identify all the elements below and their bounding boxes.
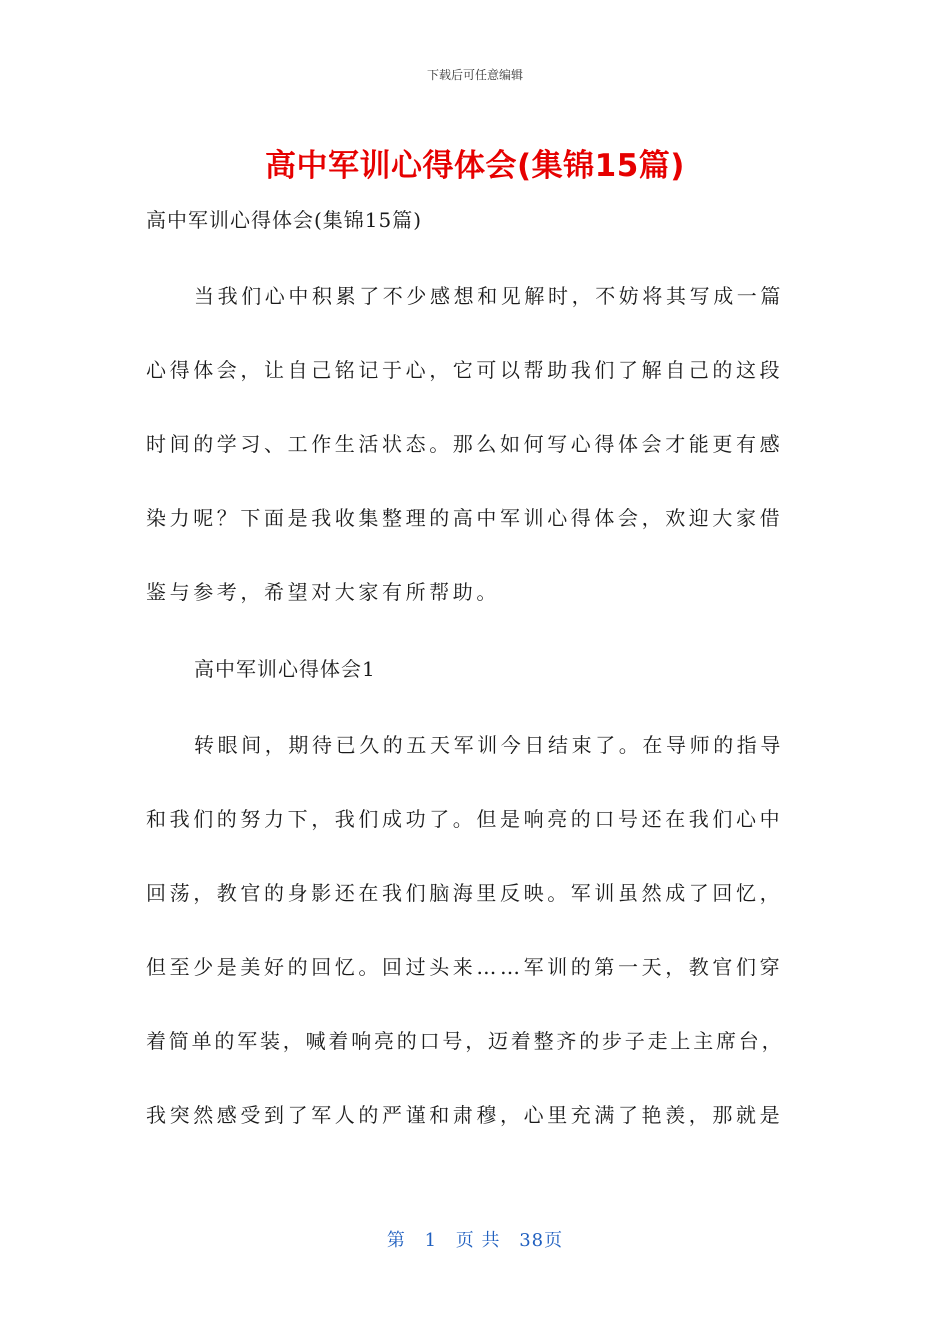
text-line: 我突然感受到了军人的严谨和肃穆，心里充满了艳羡，那就是 (146, 1103, 784, 1127)
text-line: 但至少是美好的回忆。回过头来……军训的第一天，教官们穿 (146, 955, 784, 979)
section-heading: 高中军训心得体会1 (194, 657, 376, 681)
footer-label-mid: 页 共 (455, 1230, 501, 1251)
text-line: 心得体会，让自己铭记于心，它可以帮助我们了解自己的这段 (146, 358, 784, 382)
text-line: 时间的学习、工作生活状态。那么如何写心得体会才能更有感 (146, 432, 784, 456)
document-subtitle: 高中军训心得体会(集锦15篇) (146, 208, 423, 232)
footer-label-prefix: 第 (386, 1230, 406, 1251)
text-line: 着简单的军装，喊着响亮的口号，迈着整齐的步子走上主席台， (146, 1029, 785, 1053)
text-line: 和我们的努力下，我们成功了。但是响亮的口号还在我们心中 (146, 807, 784, 831)
text-line: 当我们心中积累了不少感想和见解时，不妨将其写成一篇 (194, 284, 784, 308)
text-line: 回荡，教官的身影还在我们脑海里反映。军训虽然成了回忆， (146, 881, 784, 905)
text-line: 鉴与参考，希望对大家有所帮助。 (146, 580, 500, 604)
document-title: 高中军训心得体会(集锦15篇) (265, 148, 685, 184)
footer-current-page: 1 (424, 1230, 438, 1251)
text-line: 染力呢？下面是我收集整理的高中军训心得体会，欢迎大家借 (146, 506, 784, 530)
header-note: 下载后可任意编辑 (426, 68, 523, 82)
text-line: 转眼间，期待已久的五天军训今日结束了。在导师的指导 (194, 733, 784, 757)
page-footer (0, 1226, 950, 1252)
footer-total-pages: 38页 (519, 1230, 564, 1251)
